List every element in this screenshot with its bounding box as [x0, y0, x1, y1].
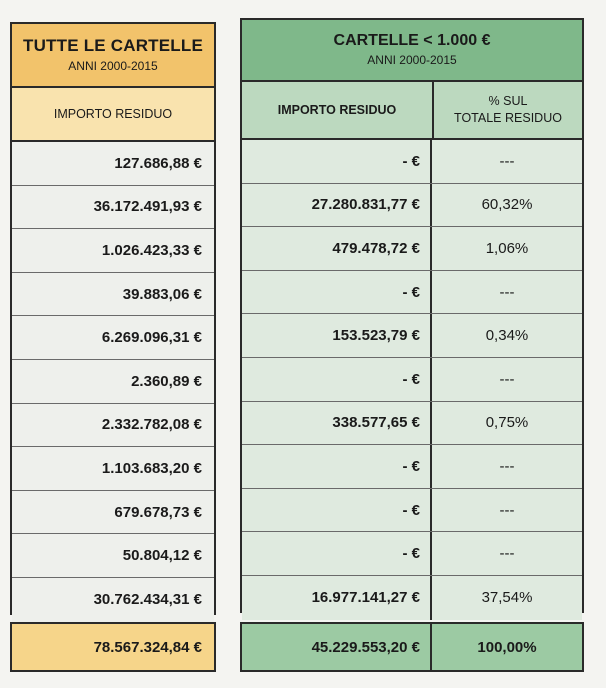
table-row	[242, 445, 582, 489]
table-row	[242, 140, 582, 184]
table-row	[242, 227, 582, 271]
pct-cell: ---	[499, 501, 515, 519]
table-row: 2.332.782,08 €	[12, 404, 214, 448]
amount-cell: 16.977.141,27 €	[242, 576, 432, 620]
amount-cell: 27.280.831,77 €	[242, 184, 432, 227]
table-row	[242, 576, 582, 620]
small-cartelle-header	[242, 20, 582, 82]
table-row: 1.026.423,33 €	[12, 229, 214, 273]
table-row: 1.103.683,20 €	[12, 447, 214, 491]
pct-cell: 37,54%	[481, 589, 533, 607]
all-cartelle-table	[10, 22, 216, 615]
all-cartelle-total: 78.567.324,84 €	[10, 622, 216, 672]
total-amount-cell: 45.229.553,20 €	[242, 624, 432, 670]
table-row: 50.804,12 €	[12, 534, 214, 578]
small-cartelle-column-headers	[242, 82, 582, 140]
table-row	[242, 489, 582, 533]
table-row: 30.762.434,31 €	[12, 578, 214, 622]
table-row	[242, 532, 582, 576]
pct-cell: ---	[499, 545, 515, 563]
table-row: 679.678,73 €	[12, 491, 214, 535]
small-cartelle-table	[240, 18, 584, 613]
pct-cell: ---	[499, 370, 515, 388]
amount-cell: - €	[242, 445, 432, 488]
small-cartelle-subtitle: ANNI 2000-2015	[367, 53, 457, 67]
amount-cell: - €	[242, 358, 432, 401]
pct-column-header	[434, 82, 582, 138]
amount-cell: - €	[242, 140, 432, 183]
pct-cell: ---	[499, 152, 515, 170]
pct-cell: ---	[499, 457, 515, 475]
amount-column-header: IMPORTO RESIDUO	[242, 82, 434, 138]
pct-cell: 0,75%	[485, 414, 529, 432]
pct-header-line1: % SUL	[488, 93, 528, 108]
table-row: 36.172.491,93 €	[12, 186, 214, 230]
all-cartelle-column-header: IMPORTO RESIDUO	[12, 88, 214, 142]
table-row: 2.360,89 €	[12, 360, 214, 404]
pct-header-line2: TOTALE RESIDUO	[454, 111, 562, 125]
table-row	[242, 358, 582, 402]
small-cartelle-rows	[242, 140, 582, 620]
all-cartelle-subtitle: ANNI 2000-2015	[68, 59, 158, 73]
all-cartelle-header	[12, 24, 214, 88]
pct-cell: 1,06%	[485, 239, 529, 257]
amount-cell: - €	[242, 489, 432, 532]
table-row: 39.883,06 €	[12, 273, 214, 317]
table-row: 127.686,88 €	[12, 142, 214, 186]
table-row	[242, 184, 582, 228]
table-row	[242, 271, 582, 315]
pct-cell: 60,32%	[481, 196, 533, 214]
table-row	[242, 402, 582, 446]
amount-cell: 479.478,72 €	[242, 227, 432, 270]
amount-cell: 153.523,79 €	[242, 314, 432, 357]
small-cartelle-title: CARTELLE < 1.000 €	[333, 32, 491, 49]
pct-cell: ---	[499, 283, 515, 301]
amount-cell: - €	[242, 271, 432, 314]
all-cartelle-rows	[12, 142, 214, 622]
amount-cell: - €	[242, 532, 432, 575]
small-cartelle-total	[240, 622, 584, 672]
all-cartelle-title: TUTTE LE CARTELLE	[23, 36, 203, 55]
table-row	[242, 314, 582, 358]
pct-cell: 0,34%	[485, 327, 529, 345]
table-row: 6.269.096,31 €	[12, 316, 214, 360]
total-pct-cell: 100,00%	[477, 638, 537, 656]
amount-cell: 338.577,65 €	[242, 402, 432, 445]
